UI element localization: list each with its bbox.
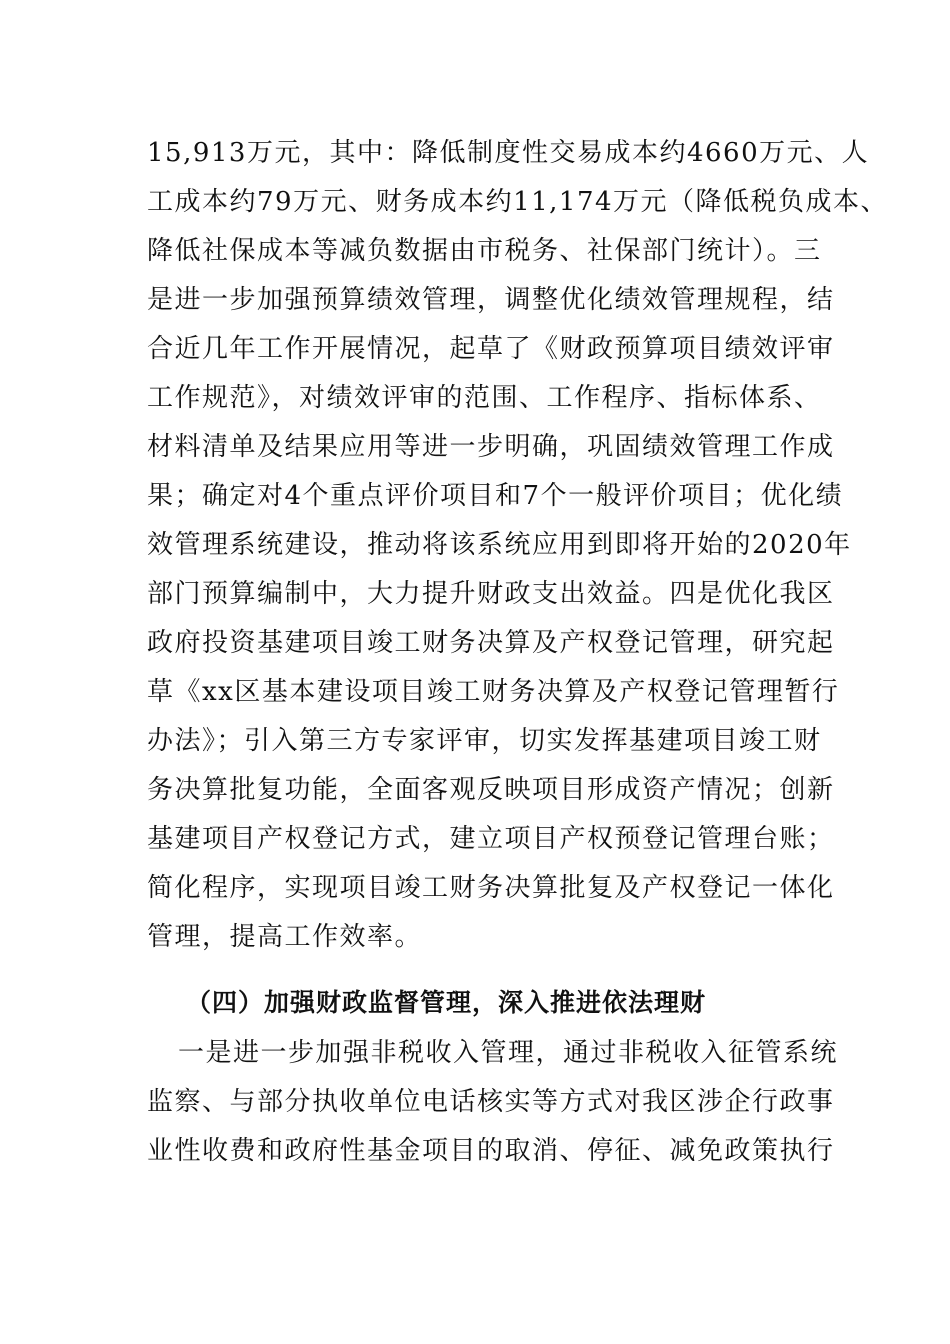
paragraph-line: 草《xx区基本建设项目竣工财务决算及产权登记管理暂行: [147, 677, 840, 707]
paragraph-line: 工成本约79万元、财务成本约11,174万元（降低税负成本、: [147, 187, 889, 217]
paragraph-line: 15,913万元，其中：降低制度性交易成本约4660万元、人: [147, 138, 870, 168]
paragraph-line: 果；确定对4个重点评价项目和7个一般评价项目；优化绩: [147, 481, 844, 511]
paragraph-line: 监察、与部分执收单位电话核实等方式对我区涉企行政事: [147, 1087, 835, 1117]
paragraph-line: 办法》；引入第三方专家评审，切实发挥基建项目竣工财: [147, 726, 822, 756]
paragraph-line: 合近几年工作开展情况，起草了《财政预算项目绩效评审: [147, 334, 835, 364]
paragraph-line: 降低社保成本等减负数据由市税务、社保部门统计）。三: [147, 236, 822, 266]
paragraph-line: 一是进一步加强非税收入管理，通过非税收入征管系统: [178, 1038, 839, 1068]
paragraph-line: 基建项目产权登记方式，建立项目产权预登记管理台账；: [147, 824, 835, 854]
paragraph-line: 务决算批复功能，全面客观反映项目形成资产情况；创新: [147, 775, 835, 805]
paragraph-line: 业性收费和政府性基金项目的取消、停征、减免政策执行: [147, 1136, 835, 1166]
paragraph-line: 材料清单及结果应用等进一步明确，巩固绩效管理工作成: [147, 432, 835, 462]
paragraph-line: 政府投资基建项目竣工财务决算及产权登记管理，研究起: [147, 628, 835, 658]
section-heading: （四）加强财政监督管理，深入推进依法理财: [186, 988, 707, 1017]
paragraph-line: 简化程序，实现项目竣工财务决算批复及产权登记一体化: [147, 873, 835, 903]
paragraph-line: 部门预算编制中，大力提升财政支出效益。四是优化我区: [147, 579, 835, 609]
paragraph-line: 工作规范》，对绩效评审的范围、工作程序、指标体系、: [147, 383, 822, 413]
paragraph-line: 是进一步加强预算绩效管理，调整优化绩效管理规程，结: [147, 285, 835, 315]
paragraph-line: 效管理系统建设，推动将该系统应用到即将开始的2020年: [147, 530, 852, 560]
paragraph-line: 管理，提高工作效率。: [147, 922, 423, 952]
